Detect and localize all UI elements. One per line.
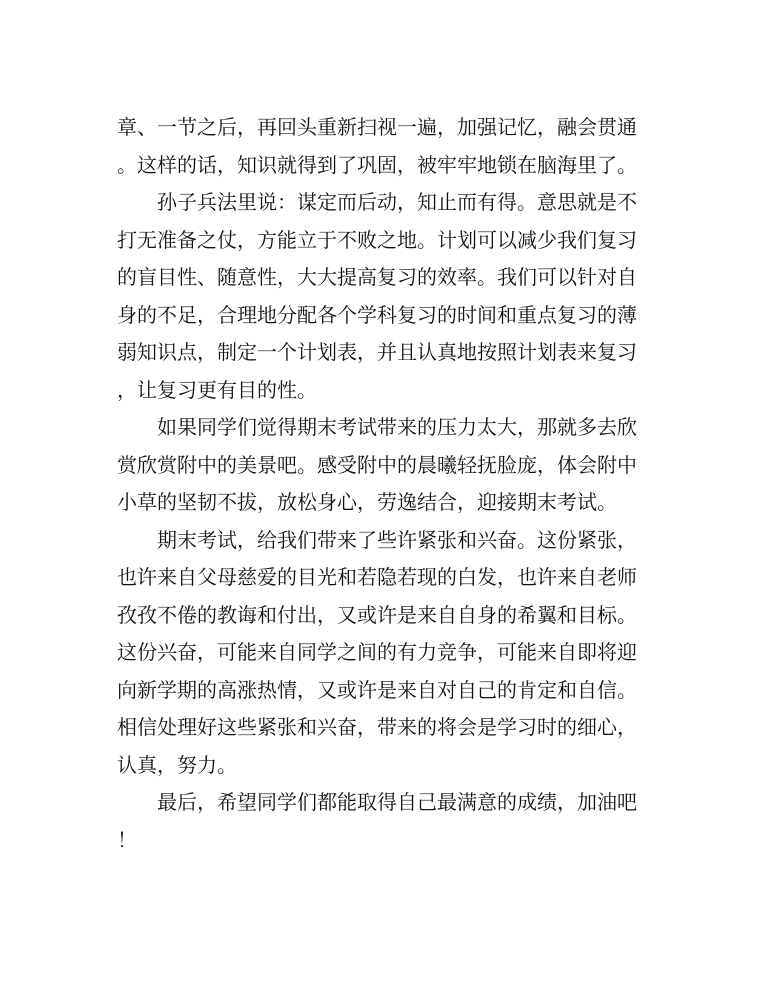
paragraph-relax: 如果同学们觉得期末考试带来的压力太大，那就多去欣赏欣赏附中的美景吧。感受附中的晨曦轻抚脸庞，体会附中小草的坚韧不拔，放松身心，劳逸结合，迎接期末考试。 (117, 415, 637, 514)
paragraph-tension-excitement: 期末考试，给我们带来了些许紧张和兴奋。这份紧张，也许来自父母慈爱的目光和若隐若现的白发，也许来自老师孜孜不倦的教诲和付出，又或许是来自自身的希翼和目标。这份兴奋，可能来自同学之间的有力竞争，可能来自即将迎向新学期的高涨热情，又或许是来自对自己的肯定和自信。相信处理好这些紧张和兴奋，带来的将会是学习时的细心，认真，努力。 (117, 527, 637, 777)
paragraph-planning: 孙子兵法里说：谋定而后动，知止而有得。意思就是不打无准备之仗，方能立于不败之地。计划可以减少我们复习的盲目性、随意性，大大提高复习的效率。我们可以针对自身的不足，合理地分配各个学科复习的时间和重点复习的薄弱知识点，制定一个计划表，并且认真地按照计划表来复习，让复习更有目的性。 (117, 190, 637, 402)
article-body (117, 109, 637, 859)
paragraph-continued: 章、一节之后，再回头重新扫视一遍，加强记忆，融会贯通。这样的话，知识就得到了巩固，被牢牢地锁在脑海里了。 (117, 115, 637, 177)
paragraph-closing: 最后，希望同学们都能取得自己最满意的成绩，加油吧！ (117, 790, 637, 852)
